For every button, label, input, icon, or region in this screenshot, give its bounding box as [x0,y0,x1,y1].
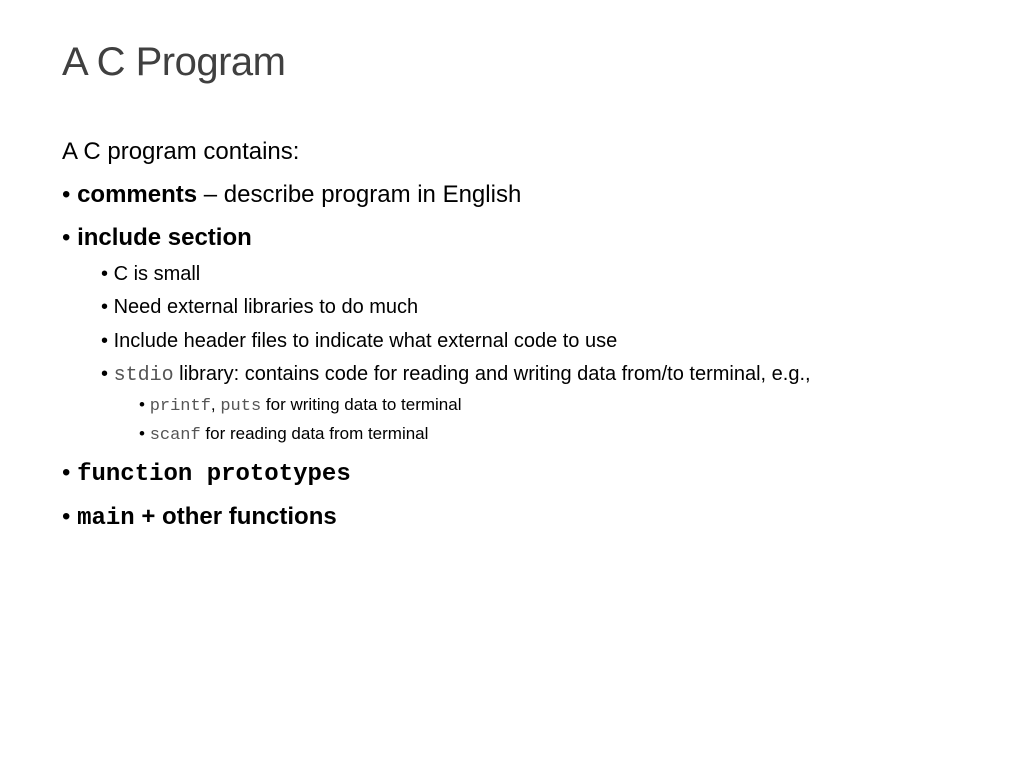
bullet-include-section [62,223,252,253]
scanf-code: scanf [149,426,201,445]
subsubbullet-printf-puts [139,394,461,418]
code-separator: , [210,395,221,414]
bullet-dot: • [101,330,109,352]
subbullet-header-files [101,328,617,354]
bullet-main-functions [62,502,337,534]
bullet-dot: • [101,263,109,285]
bullet-dot: • [101,363,109,385]
bullet-dot: • [101,296,109,318]
subbullet-c-small [101,261,200,287]
stdio-code: stdio [113,364,174,387]
scanf-description: for reading data from terminal [200,424,429,443]
subbullet-text: Include header files to indicate what external code to use [113,330,618,352]
bullet-dot: • [62,459,71,486]
stdio-description: library: contains code for reading and writing data from/to terminal, e.g., [173,363,811,385]
subbullet-stdio [101,361,811,389]
subbullet-external-libraries [101,294,418,320]
function-prototypes-term: function prototypes [77,461,351,488]
subbullet-text: Need external libraries to do much [113,296,419,318]
include-section-term: include section [77,224,252,251]
printf-code: printf [149,397,211,416]
comments-description: – describe program in English [197,181,522,208]
slide-title: A C Program [62,40,286,84]
bullet-dot: • [62,503,71,530]
bullet-function-prototypes [62,458,351,490]
puts-code: puts [220,397,262,416]
bullet-comments [62,180,521,210]
main-code: main [77,505,135,532]
bullet-dot: • [139,395,145,414]
bullet-dot: • [62,181,71,208]
printf-puts-description: for writing data to terminal [261,395,462,414]
subbullet-text: C is small [113,263,201,285]
comments-term: comments [77,181,198,208]
bullet-dot: • [62,224,71,251]
main-description: + other functions [134,503,337,530]
bullet-dot: • [139,424,145,443]
intro-text: A C program contains: [62,138,300,165]
subsubbullet-scanf [139,423,428,447]
